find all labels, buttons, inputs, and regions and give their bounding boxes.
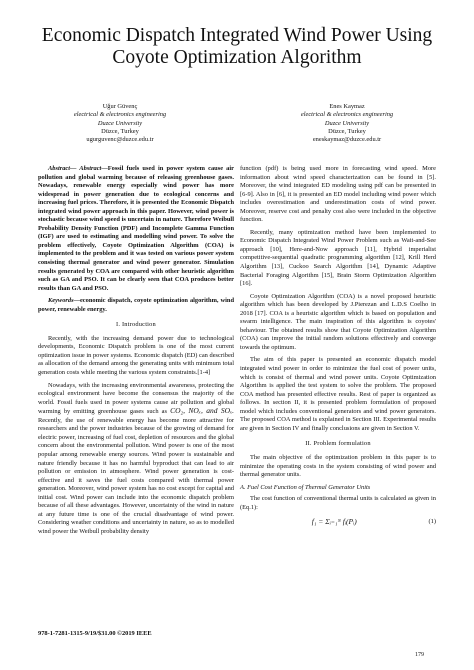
- author-city: Düzce, Turkey: [328, 127, 366, 135]
- equation-number: (1): [428, 518, 436, 526]
- author-university: Duzce University: [324, 119, 370, 127]
- keywords-text: economic dispatch, coyote optimization algorithm, wind power, renewable energy.: [38, 297, 234, 313]
- author-email: ugurguvenc@duzce.edu.tr: [86, 136, 154, 144]
- intro-paragraph-1: Recently, with the increasing demand power due to technological developments, Economic Dispatch problem is one of the most current optimization issue in power systems. Economic dispatch (ED) can described as allocation of the demand among the generating units with minimum total generation costs while meeting the various system constraints.[1-4]: [38, 334, 234, 377]
- equation-body: f₁ = Σᵢ₌₁ᴺ fᵢ(Pᵢ): [311, 517, 357, 527]
- intro-paragraph-2b: Recently, the use of renewable energy has become more attractive for researchers and the power industries because of the growing of demand for electric power, increasing of fuel cost, depletion of resources and the global concern about the environmental pollution. Wind power is one of the most popular among renewable energy sources. Wind power is sustainable and nature friendly because it has no harmful byproduct that can lead to air pollution or emission in atmosphere. Wind power generation is cost-effective and it saves the fuel costs compared with thermal power generation. Moreover, wind power system has no cost except for capital and initial cost. Wind power can include into the economic dispatch problem because of all these advantages. However, uncertainty of the wind in nature at any future time is one of the crucial disadvantage of wind power. Considering weather conditions and uncertainty in nature, so as to modelled wind power the Weibull probability density: [38, 416, 234, 535]
- greenhouse-gases: CO₂, NOₓ, and SOₓ.: [170, 406, 234, 416]
- abstract-text: Fossil fuels used in power system cause air pollution and global warming because of releasing greenhouse gases. Nowadays, renewable energy especially wind power has more widespread in power generation due to ecological concerns and increasing fuel prices. Therefore, it is presented the Economic Dispatch integrated wind power approach in this paper. However, wind power is stochastic because wind speed is uncertain in nature. Therefore Weibull Probability Density Function (PDF) and Incomplete Gamma Function (IGF) are used to estimating and modelling wind power. To solve the problem effectively, Coyote Optimization Algorithm (COA) is implemented to the problem and it was tested on various power system consisting thermal generator and wind power generator. Simulation results generated by COA are compared with other heuristic algorithm such as GA and PSO. It can be clearly seen that COA produces better results than GA and PSO.: [38, 165, 234, 292]
- right-paragraph-3: Coyote Optimization Algorithm (COA) is a novel proposed heuristic algorithm which has been developed by J.Pierezan and L.D.S Coelho in 2018 [17]. COA is a heuristic algorithm which is based on population and swarm intelligence. The main inspiration of this algorithm is coyotes' behaviour. The obtained results show that Coyote Optimization Algorithm (COA) can improve the initial random solutions effectively and converge towards the optimum.: [240, 292, 436, 351]
- abstract-label: Abstract— Abstract—: [48, 165, 108, 172]
- right-paragraph-4: The aim of this paper is presented an economic dispatch model integrated wind power in order to minimize the fuel cost of power units, which is consist of thermal and wind power units. Coyote Optimization Algorithm is applied the test system to solve the problem. The proposed COA method has presented effective results. Rest of paper is organized as follows. In section II, it is presented problem formulation of proposed model which includes conventional generators and wind power generators. The proposed COA method is explained in Section III. Experimental results are given in Section IV and finally conclusions are given in Section V.: [240, 356, 436, 432]
- paper-title: Economic Dispatch Integrated Wind Power Using Coyote Optimization Algorithm: [41, 25, 433, 68]
- keywords: [38, 297, 234, 314]
- author-name: Enes Kaymaz: [329, 103, 365, 110]
- keywords-label: Keywords—: [48, 297, 80, 305]
- author-block-1: [35, 103, 205, 144]
- author-department: electrical & electronics engineering: [300, 111, 394, 119]
- copyright-footer: 978-1-7281-1315-9/19/$31.00 ©2019 IEEE: [38, 630, 152, 637]
- left-column: [38, 165, 234, 540]
- page-number: 179: [415, 652, 424, 658]
- right-paragraph-2: Recently, many optimization method have been implemented to Economic Dispatch Integrated Wind Power Problem such as Wait-and-See approach [10], Here-and-Now approach [11], Hybrid imperialist competitive-sequential quadratic programming algorithm [12], Krill Herd Algorithm [13], Cuckoo Search Algorithm [14], Dynamic Adaptive Bacterial Foraging Algorithm [15], Brain Storm Optimization Algorithm [16].: [240, 228, 436, 288]
- right-column: [240, 165, 436, 527]
- equation-1: [240, 518, 436, 527]
- abstract: [38, 165, 234, 293]
- section-heading-introduction: I. Introduction: [116, 321, 156, 329]
- author-university: Duzce University: [97, 119, 143, 127]
- author-block-2: [262, 103, 432, 144]
- intro-paragraph-2a: Nowadays, with the increasing environmental awareness, protecting the ecological environment have become the consensus the majority of the world. Fossil fuels used in power systems cause air pollution and global warming by emitting greenhouse gases such as: [38, 381, 234, 416]
- right-paragraph-5: The main objective of the optimization problem in this paper is to minimize the operating costs in the system consisting of wind power and thermal generator units.: [240, 453, 436, 479]
- subsection-heading-a: A. Fuel Cost Function of Thermal Generator Units: [240, 483, 371, 491]
- right-paragraph-6: The cost function of conventional thermal units is calculated as given in (Eq.1):: [240, 495, 436, 511]
- author-name: Uğur Güvenç: [102, 103, 138, 110]
- section-heading-problem-formulation: II. Problem formulation: [305, 440, 371, 448]
- right-paragraph-1: function (pdf) is being used more in forecasting wind speed. More information about wind speed characterization can be found in [5]. Moreover, the wind integrated ED modeling using pdf can be presented in [6-9]. Also in [6], it is presented an ED model including wind power which includes overestimation and underestimation costs of wind power. Moreover, reserve cost and penalty cost also were included in the objective function.: [240, 165, 436, 224]
- author-department: electrical & electronics engineering: [73, 111, 167, 119]
- author-city: Düzce, Turkey: [101, 127, 139, 135]
- intro-paragraph-2: [38, 382, 234, 537]
- author-email: eneskaymaz@duzce.edu.tr: [312, 136, 382, 144]
